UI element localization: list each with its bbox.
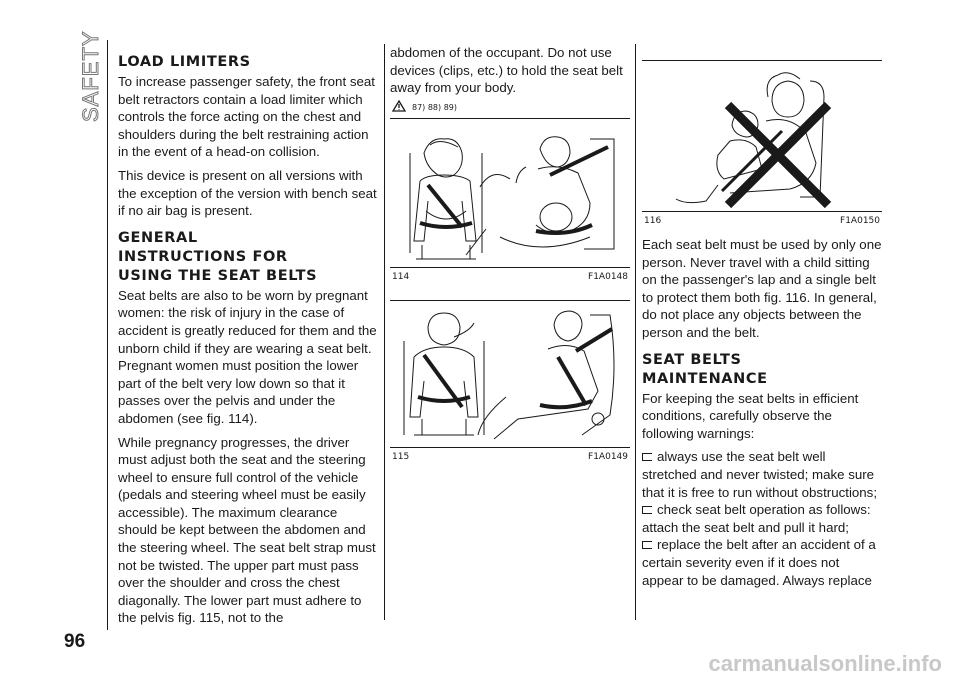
figure-code: F1A0149 — [588, 451, 628, 462]
child-on-lap-prohibited-illustration — [642, 61, 882, 211]
bullet-marker-icon — [642, 541, 652, 549]
figure-caption — [642, 211, 882, 226]
heading-line: GENERAL — [118, 229, 198, 246]
paragraph: Each seat belt must be used by only one person. Never travel with a child sitting on the passenger's lap and a single belt to protect them both fig. 116. In general, do not place any objects between the person and the belt. — [642, 237, 882, 340]
column-1 — [118, 44, 380, 633]
warning-triangle-icon — [392, 100, 406, 112]
bullet-item — [642, 536, 882, 589]
column-3 — [642, 60, 882, 589]
warning-references — [412, 103, 630, 112]
heading-general-instructions — [118, 230, 380, 285]
column-divider — [635, 44, 636, 620]
heading-seat-belts-maintenance — [642, 352, 882, 388]
paragraph: This device is present on all versions with the exception of the version with bench seat if no air bag is present. — [118, 167, 377, 219]
paragraph: For keeping the seat belts in efficient conditions, carefully observe the following warnings: — [642, 390, 859, 441]
heading-line: INSTRUCTIONS FOR — [118, 248, 288, 265]
figure-116 — [642, 60, 882, 226]
bullet-item — [642, 448, 882, 501]
bullet-text: check seat belt operation as follows: attach the seat belt and pull it hard; — [642, 502, 871, 535]
figure-number: 116 — [644, 216, 662, 226]
paragraph: abdomen of the occupant. Do not use devices (clips, etc.) to hold the seat belt away from your body. — [390, 45, 623, 96]
figure-number: 115 — [392, 451, 410, 462]
references-text: 87) 88) 89) — [412, 102, 457, 112]
section-tab: SAFETY — [78, 30, 103, 122]
figure-code: F1A0148 — [588, 271, 628, 282]
bullet-item — [642, 501, 882, 536]
side-divider — [107, 40, 108, 630]
paragraph: While pregnancy progresses, the driver must adjust both the seat and the steering wheel to ensure full control of the vehicle (pedals and steering wheel must be easily accessible). The maximum clearance should be kept between the abdomen and the steering wheel. The seat belt strap must not be twisted. The upper part must pass over the shoulder and cross the chest diagonally. The lower part must adhere to the pelvis fig. 115, not to the — [118, 434, 376, 626]
heading-line: USING THE SEAT BELTS — [118, 267, 318, 284]
figure-number: 114 — [392, 271, 410, 282]
column-2 — [390, 44, 630, 462]
column-divider — [384, 44, 385, 620]
pregnant-woman-seat-belt-illustration — [390, 119, 630, 267]
bullet-marker-icon — [642, 453, 652, 461]
watermark: carmanualsonline.info — [708, 651, 942, 676]
paragraph: Seat belts are also to be worn by pregnant women: the risk of injury in the case of accident is greatly reduced for them and the unborn child if they are wearing a seat belt. Pregnant women must position the lower part of the belt very low down so that it passes over the pelvis and under the abdomen (see fig. 114). — [118, 287, 377, 426]
adult-seat-belt-position-illustration — [390, 301, 630, 447]
bullet-marker-icon — [642, 506, 652, 514]
heading-line: SEAT BELTS — [642, 351, 742, 368]
page-number: 96 — [64, 631, 86, 652]
figure-115 — [390, 300, 630, 462]
bullet-text: always use the seat belt well stretched and never twisted; make sure that it is free to run without obstructions; — [642, 449, 878, 500]
heading-line: MAINTENANCE — [642, 370, 768, 387]
paragraph: To increase passenger safety, the front seat belt retractors contain a load limiter which controls the force acting on the chest and shoulders during the belt restraining action in the event of a head-on collision. — [118, 74, 375, 160]
bullet-text: replace the belt after an accident of a certain severity even if it does not appear to be damaged. Always replace — [642, 537, 876, 588]
heading-load-limiters: LOAD LIMITERS — [118, 54, 251, 70]
figure-114 — [390, 118, 630, 282]
figure-caption — [390, 447, 630, 462]
figure-caption — [390, 267, 630, 282]
figure-code: F1A0150 — [840, 216, 880, 226]
